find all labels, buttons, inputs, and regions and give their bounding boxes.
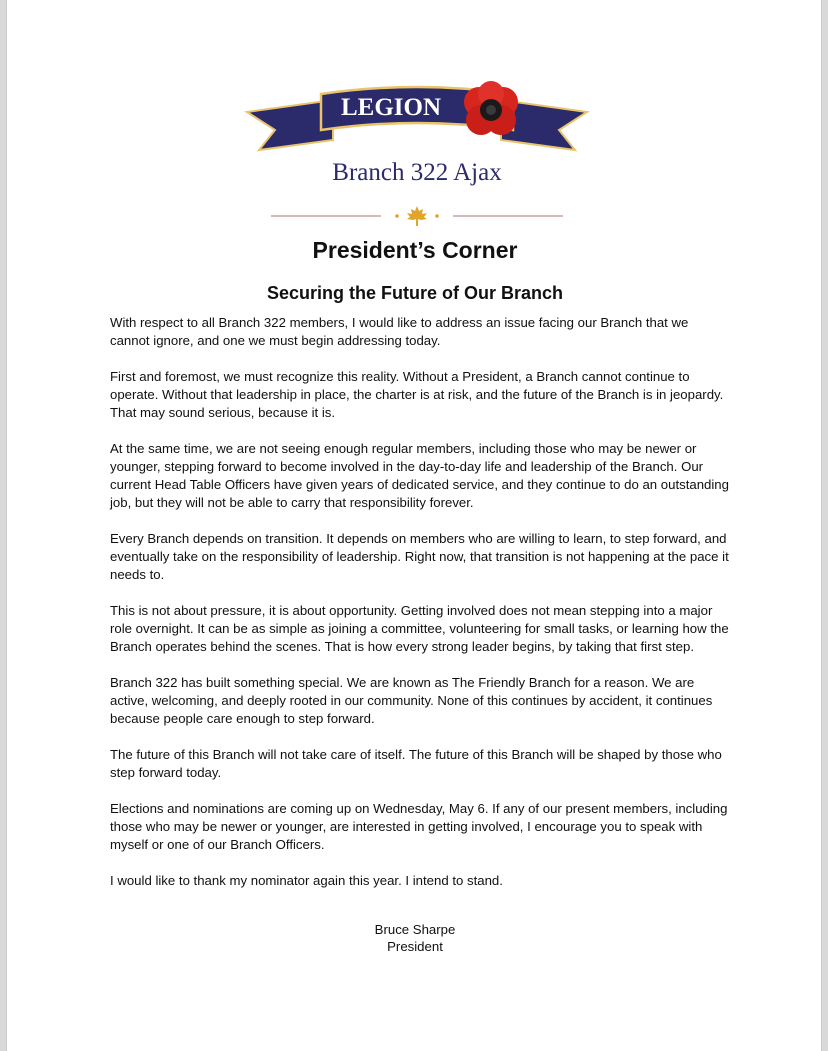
signature-block bbox=[7, 921, 823, 955]
banner-text: LEGION bbox=[340, 94, 442, 121]
signature-name: Bruce Sharpe bbox=[374, 922, 456, 937]
page-title: President’s Corner bbox=[312, 237, 518, 263]
branch-name: Branch 322 Ajax bbox=[332, 159, 502, 186]
page-subtitle: Securing the Future of Our Branch bbox=[266, 283, 564, 303]
paragraph: With respect to all Branch 322 members, I would like to address an issue facing our Branch that we cannot ignore, and one we must begin addressing today. bbox=[110, 315, 689, 348]
paragraph: First and foremost, we must recognize this reality. Without a President, a Branch cannot continue to operate. Without that leadership in place, the charter is at risk, and the future of the Branch is in jeopardy. That may sound serious, because it is. bbox=[110, 369, 724, 420]
logo-graphic bbox=[241, 78, 593, 228]
letter-body bbox=[110, 314, 730, 908]
poppy-icon bbox=[464, 81, 518, 135]
paragraph: I would like to thank my nominator again this year. I intend to stand. bbox=[110, 873, 503, 888]
paragraph: Every Branch depends on transition. It depends on members who are willing to learn, to step forward, and eventually take on the responsibility of leadership. Right now, that transition is not happening at the pace it needs to. bbox=[110, 531, 729, 582]
document-page bbox=[6, 0, 822, 1051]
paragraph: Branch 322 has built something special. We are known as The Friendly Branch for a reason. We are active, welcoming, and deeply rooted in our community. None of this continues by accident, it continues because people care enough to step forward. bbox=[110, 675, 713, 726]
maple-leaf-icon bbox=[407, 206, 427, 226]
signature-role: President bbox=[387, 939, 443, 954]
legion-branch-logo bbox=[241, 78, 593, 228]
paragraph: This is not about pressure, it is about opportunity. Getting involved does not mean stepping into a major role overnight. It can be as simple as joining a committee, volunteering for small tasks, or learning how the Branch operates behind the scenes. That is how every strong leader begins, by taking that first step. bbox=[110, 603, 729, 654]
rule-dot-left bbox=[395, 214, 399, 218]
rule-dot-right bbox=[435, 214, 439, 218]
paragraph: At the same time, we are not seeing enough regular members, including those who may be newer or younger, stepping forward to become involved in the day-to-day life and leadership of the Branch. Our current Head Table Officers have given years of dedicated service, and they continue to do an outstanding job, but they will not be able to carry that responsibility forever. bbox=[110, 441, 729, 510]
paragraph: The future of this Branch will not take care of itself. The future of this Branch will be shaped by those who step forward today. bbox=[110, 747, 722, 780]
paragraph: Elections and nominations are coming up on Wednesday, May 6. If any of our present members, including those who may be newer or younger, are interested in getting involved, I encourage you to speak with myself or one of our Branch Officers. bbox=[110, 801, 728, 852]
